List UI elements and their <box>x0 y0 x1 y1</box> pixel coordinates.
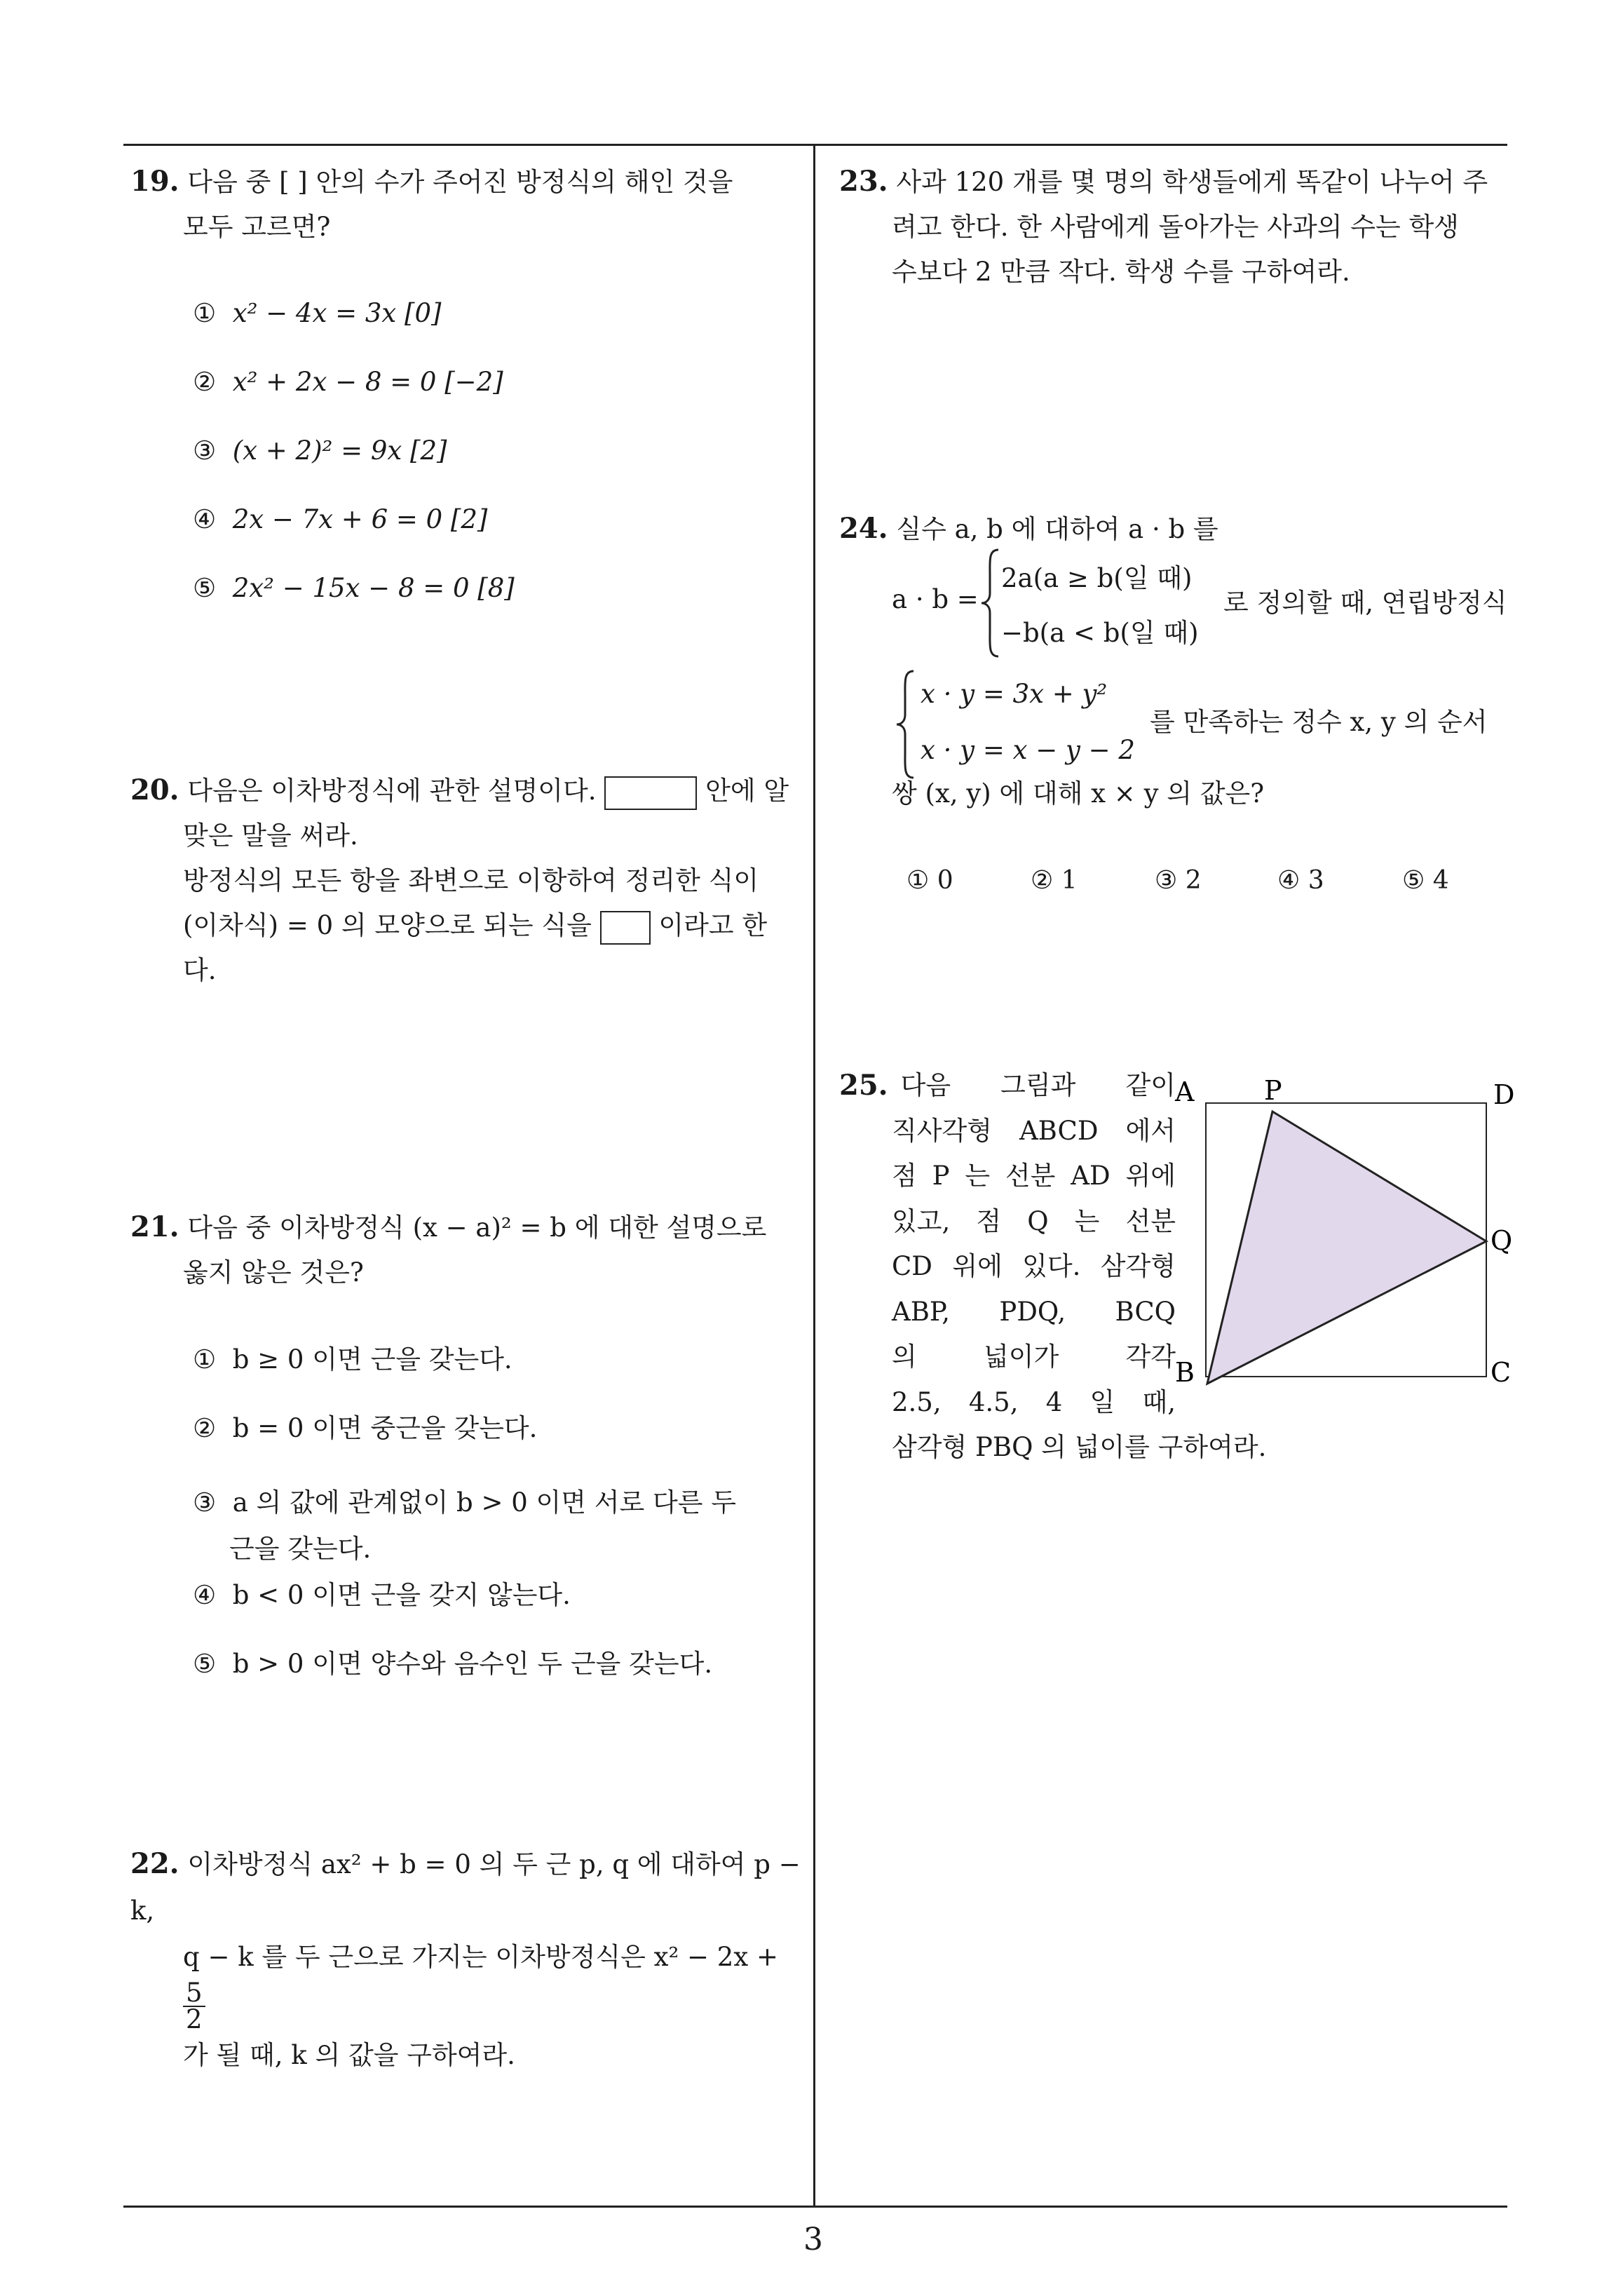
brace-icon <box>895 668 916 781</box>
option-5: ⑤ 2x² − 15x − 8 = 0 [8] <box>193 573 515 603</box>
label-c: C <box>1490 1357 1512 1388</box>
fraction: $\frac{5}{2}$ <box>183 1980 205 2032</box>
label-b: B <box>1175 1357 1195 1388</box>
question-text: 다음 중 [ ] 안의 수가 주어진 방정식의 해인 것을 <box>187 167 733 197</box>
option-1: ① x² − 4x = 3x [0] <box>193 298 442 328</box>
question-text: 모두 고르면? <box>183 212 331 242</box>
question-23: 23. 사과 120 개를 몇 명의 학생들에게 똑같이 나누어 주 려고 한다. 한 사람에게 돌아가는 사과의 수는 학생 수보다 2 만큼 작다. 학생 수를 구하여라. <box>839 165 1488 287</box>
question-number: 20. <box>130 774 179 806</box>
option-4: ④ b < 0 이면 근을 갖지 않는다. <box>193 1580 571 1610</box>
question-21: 21. 다음 중 이차방정식 (x − a)² = b 에 대한 설명으로 옳지 않은 것은? <box>130 1210 767 1288</box>
label-d: D <box>1493 1079 1515 1110</box>
question-number: 23. <box>839 165 888 198</box>
bottom-rule <box>123 2206 1507 2208</box>
page-number: 3 <box>803 2222 823 2257</box>
question-24: 24. 실수 a, b 에 대하여 a · b 를 <box>839 512 1218 545</box>
definition-case-1: 2a(a ≥ b(일 때) <box>1001 563 1193 593</box>
question-number: 22. <box>130 1847 179 1880</box>
brace-icon <box>980 547 1001 659</box>
question-20: 20. 다음은 이차방정식에 관한 설명이다. 안에 알 맞은 말을 써라. 방정식의 모든 항을 좌변으로 이항하여 정리한 식이 (이차식) = 0 의 모양으로 되는 식을 이라고 한 다. <box>130 774 789 985</box>
system-tail: 를 만족하는 정수 x, y 의 순서 <box>1150 707 1488 737</box>
question-number: 21. <box>130 1210 179 1243</box>
answer-box <box>600 911 651 945</box>
option-1: ① 0 <box>906 866 953 895</box>
option-1: ① b ≥ 0 이면 근을 갖는다. <box>193 1344 512 1375</box>
column-divider <box>813 144 815 2208</box>
top-rule <box>123 144 1507 146</box>
answer-box <box>604 776 697 810</box>
question-22: 22. 이차방정식 ax² + b = 0 의 두 근 p, q 에 대하여 p − k, q − k 를 두 근으로 가지는 이차방정식은 x² − 2x + $\frac{5}{2}$ 가 될 때, k 의 값을 구하여라. <box>130 1847 801 2070</box>
question-number: 19. <box>130 165 179 198</box>
question-19 <box>130 159 803 250</box>
question-number: 24. <box>839 512 888 545</box>
definition-lhs: a · b = <box>892 584 979 614</box>
option-2: ② b = 0 이면 중근을 갖는다. <box>193 1413 538 1443</box>
question-text: 쌍 (x, y) 에 대해 x × y 의 값은? <box>892 778 1265 809</box>
option-5: ⑤ b > 0 이면 양수와 음수인 두 근을 갖는다. <box>193 1649 713 1679</box>
system-eq-2: x · y = x − y − 2 <box>921 735 1135 765</box>
definition-case-2: −b(a < b(일 때) <box>1001 618 1199 648</box>
question-text: 삼각형 PBQ 의 넓이를 구하여라. <box>892 1432 1267 1462</box>
label-a: A <box>1175 1076 1195 1107</box>
triangle-pbq <box>1207 1112 1486 1384</box>
option-3: ③ (x + 2)² = 9x [2] <box>193 435 447 466</box>
option-3: ③ a 의 값에 관계없이 b > 0 이면 서로 다른 두 근을 갖는다. <box>193 1487 736 1564</box>
question-number: 25. <box>839 1069 888 1102</box>
question-25: 25. 다음 그림과 같이 직사각형 ABCD 에서 점 P 는 선분 AD 위에 있고, 점 Q 는 선분 CD 위에 있다. 삼각형 ABP, PDQ, BCQ 의 넓이가 각각 2.5, 4.5, 4 일 때, <box>839 1063 1176 1425</box>
option-3: ③ 2 <box>1155 866 1202 895</box>
option-4: ④ 2x − 7x + 6 = 0 [2] <box>193 504 488 534</box>
label-q: Q <box>1490 1225 1513 1256</box>
option-2: ② 1 <box>1031 866 1078 895</box>
label-p: P <box>1264 1075 1282 1106</box>
option-5: ⑤ 4 <box>1402 866 1449 895</box>
option-4: ④ 3 <box>1277 866 1324 895</box>
option-2: ② x² + 2x − 8 = 0 [−2] <box>193 367 503 397</box>
definition-tail: 로 정의할 때, 연립방정식 <box>1223 588 1507 618</box>
system-eq-1: x · y = 3x + y² <box>921 679 1108 709</box>
rectangle-figure <box>1164 1073 1528 1389</box>
